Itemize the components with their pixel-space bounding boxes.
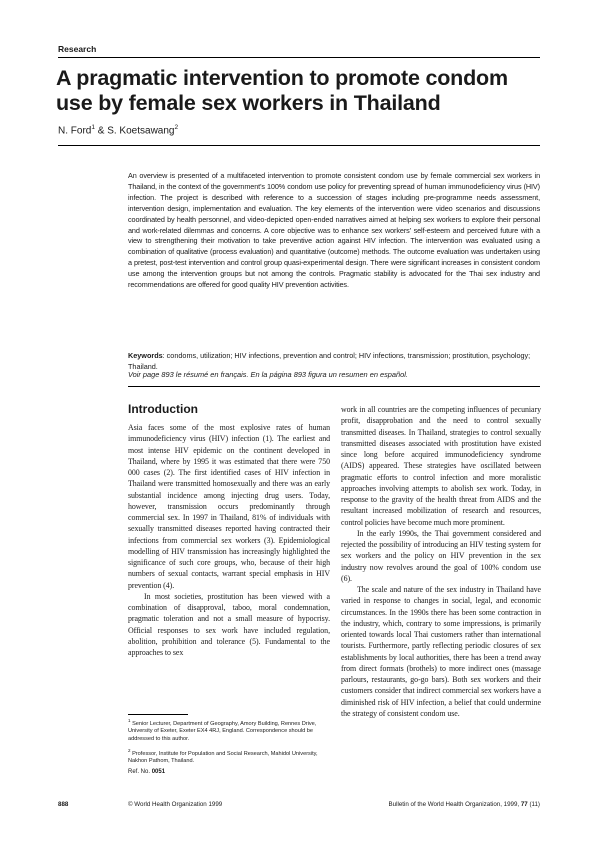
column-2 — [341, 404, 541, 719]
col1-paragraph-1: Asia faces some of the most explosive rates of human immunodeficiency virus (HIV) infection (1). The earliest and most intense HIV epidemic on the continent developed in Thailand, where by 1995 it was estimated that there were 750 000 cases (2). The first identified cases of HIV infection in Thailand were transmitted homosexually and there was an early substantial incidence among injecting drug users. Today, however, transmission occurs predominantly through commercial sex. In 1997 in Thailand, 81% of individuals with sexually transmitted diseases reported having contracted their infections from commercial sex workers (3). Epidemiological modelling of HIV transmission has increasingly highlighted the significance of such core groups, who, because of their high numbers of sexual contacts, warrant special emphasis in HIV prevention (4). — [128, 423, 330, 590]
col2-paragraph-3: The scale and nature of the sex industry in Thailand have varied in response to changes in social, legal, and economic circumstances. In the 1990s there has been some contraction in the industry, which, contrary to some impressions, is primarily oriented towards local Thai customers rather than international tourists. Furthermore, partly reflecting periodic closures of sex establishments by local authorities, there has been a trend away from direct formats (brothels) to more indirect ones (massage parlours, restaurants, go-go bars). Both sex workers and their customers consider that indirect commercial sex workers have a diminished risk of HIV infection, a belief that could undermine the strategy of consistent condom use. — [341, 585, 541, 718]
page-number: 888 — [58, 801, 69, 808]
ref-label: Ref. No. — [128, 768, 152, 775]
section-label: Research — [58, 44, 97, 54]
footnote-2 — [128, 747, 334, 766]
col1-paragraph-2: In most societies, prostitution has been viewed with a combination of disapproval, taboo, moral condemnation, pragmatic toleration and not a small measure of hypocrisy. Official responses to sex work have included regulation, abolition, prohibition and tolerance (5). Fundamental to the approaches to sex — [128, 591, 330, 657]
copyright: © World Health Organization 1999 — [128, 801, 223, 808]
column-1 — [128, 422, 330, 658]
footnote-2-text: Professor, Institute for Population and Social Research, Mahidol University, Nakhon Pathom, Thailand. — [128, 750, 318, 765]
footnote-2-num: 2 — [128, 747, 131, 753]
intro-heading: Introduction — [128, 402, 198, 416]
abstract: An overview is presented of a multifaceted intervention to promote consistent condom use by female commercial sex workers in Thailand, in the context of the government’s 100% condom use policy for preventing spread of human immunodeficiency virus (HIV) infection. The project is described with reference to a succession of stages including pre-programme needs assessment, intervention design, implementation and evaluation. The key elements of the intervention were video scenarios and discussions coordinated by health personnel, and video-depicted open-ended narratives aimed at helping sex workers to explore their personal and work-related dilemmas and concerns. A core objective was to enhance sex workers’ self-esteem and perceived future with a view to strengthening their motivation to take preventive action against HIV infection. The intervention was evaluated using a combination of qualitative (process evaluation) and quantitative (outcome) methods. The outcome evaluation was undertaken using a pretest, post-test intervention and control group quasi-experimental design. There were significant increases in consistent condom use among the intervention groups but not among the controls. Pragmatic stability is advocated for the Thai sex industry and recommendations are offered for good quality HIV prevention activities. — [128, 171, 540, 290]
journal-citation — [334, 801, 540, 808]
keywords-text: : condoms, utilization; HIV infections, prevention and control; HIV infections, transmission; prostitution, psychology; Thailand. — [128, 351, 531, 371]
footnote-1-text: Senior Lecturer, Department of Geography, Amory Building, Rennes Drive, University of Exeter, Exeter EX4 4RJ, England. Correspondence should be addressed to this author. — [128, 720, 317, 743]
author-separator: & — [94, 125, 108, 137]
reference-number — [128, 769, 334, 777]
author-1-affil: 1 — [91, 124, 95, 131]
col2-paragraph-2: In the early 1990s, the Thai government considered and rejected the possibility of introducing an HIV testing system for sex workers and the policy on HIV prevention in the sex industry now revolves around the goal of 100% condom use (6). — [341, 528, 541, 583]
author-2-affil: 2 — [174, 124, 179, 131]
top-rule — [58, 57, 540, 58]
footnote-1 — [128, 717, 334, 744]
col2-paragraph-1: work in all countries are the competing influences of pecuniary profit, disapprobation and the need to control sexually transmitted diseases. In Thailand, strategies to control sexually transmitted diseases associated with prostitution have existed since long before acquired immunodeficiency syndrome (AIDS) appeared. These strategies have oscillated between pragmatic efforts to control infection and more moralistic approaches involving attempts to abolish sex work. Today, in response to the gravity of the health threat from AIDS and the resultant increased mobilization of research and resources, control policies have become much more prominent. — [341, 405, 541, 527]
title-rule — [58, 145, 540, 146]
keywords-label: Keywords — [128, 351, 163, 360]
journal-volume: 77 — [520, 801, 528, 808]
authors — [58, 124, 178, 136]
author-2: S. Koetsawang — [107, 125, 175, 137]
journal-issue: (11) — [527, 801, 540, 808]
ref-value: 0051 — [151, 768, 166, 775]
article-title: A pragmatic intervention to promote condom use by female sex workers in Thailand — [56, 66, 508, 115]
author-1: N. Ford — [58, 125, 92, 137]
journal-name: Bulletin of the World Health Organization, 1999, — [388, 801, 521, 808]
footnote-1-num: 1 — [128, 718, 131, 723]
translation-note: Voir page 893 le résumé en français. En la página 893 figura un resumen en español. — [128, 370, 408, 379]
footnote-rule — [128, 714, 188, 715]
footnotes — [128, 717, 334, 779]
keywords-rule — [128, 386, 540, 387]
